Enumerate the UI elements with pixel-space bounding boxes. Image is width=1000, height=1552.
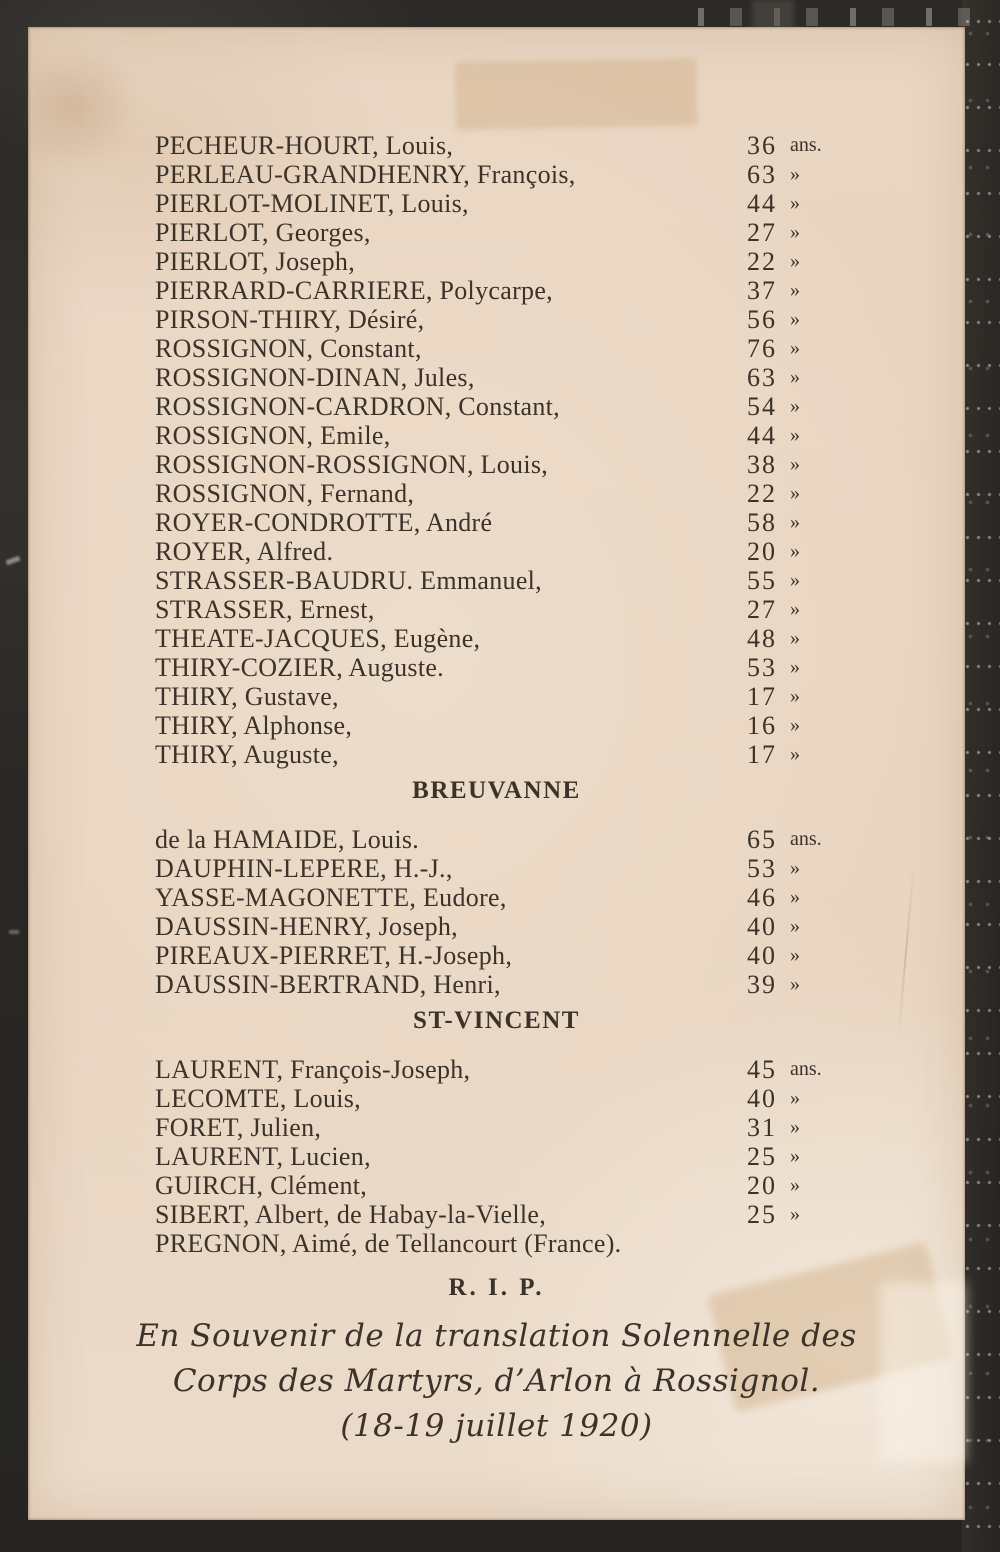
casualty-row	[28, 624, 965, 653]
casualty-name: THEATE-JACQUES, Eugène,	[155, 624, 481, 653]
casualty-age: 27	[747, 218, 777, 247]
casualty-row	[28, 276, 965, 305]
casualty-list	[28, 27, 965, 1258]
casualty-name: ROSSIGNON, Constant,	[155, 334, 422, 363]
casualty-row	[28, 740, 965, 769]
age-unit: »	[790, 511, 800, 533]
age-unit: »	[790, 308, 800, 330]
casualty-age: 17	[747, 740, 777, 769]
section-rows	[28, 1055, 965, 1258]
casualty-row	[28, 912, 965, 941]
age-unit: »	[790, 1145, 800, 1167]
casualty-row	[28, 854, 965, 883]
age-unit: »	[790, 915, 800, 937]
memorial-line: Corps des Martyrs, d’Arlon à Rossignol.	[172, 1363, 821, 1399]
casualty-row	[28, 218, 965, 247]
casualty-name: DAUSSIN-HENRY, Joseph,	[155, 912, 458, 941]
casualty-row	[28, 883, 965, 912]
casualty-age: 63	[747, 160, 777, 189]
casualty-row	[28, 363, 965, 392]
casualty-row	[28, 305, 965, 334]
age-unit: ans.	[790, 134, 822, 156]
casualty-name: DAUPHIN-LEPERE, H.-J.,	[155, 854, 453, 883]
name-section	[28, 1007, 965, 1258]
casualty-age: 44	[747, 421, 777, 450]
casualty-row	[28, 595, 965, 624]
rip-text: R. I. P.	[448, 1274, 545, 1301]
name-section	[28, 131, 965, 769]
name-section	[28, 777, 965, 999]
casualty-age: 31	[747, 1113, 777, 1142]
casualty-age: 56	[747, 305, 777, 334]
age-unit: »	[790, 685, 800, 707]
casualty-name: STRASSER, Ernest,	[155, 595, 375, 624]
age-unit	[777, 1229, 855, 1258]
casualty-row	[28, 1171, 965, 1200]
memorial-card	[28, 27, 965, 1520]
casualty-age: 37	[747, 276, 777, 305]
frame-scratches	[690, 8, 980, 26]
age-unit: »	[790, 192, 800, 214]
casualty-row	[28, 334, 965, 363]
casualty-row	[28, 421, 965, 450]
casualty-age: 20	[747, 1171, 777, 1200]
casualty-age: 65	[747, 825, 777, 854]
casualty-row	[28, 682, 965, 711]
age-unit: »	[790, 1087, 800, 1109]
frame-mark	[9, 930, 19, 934]
casualty-age: 48	[747, 624, 777, 653]
casualty-age: 55	[747, 566, 777, 595]
casualty-name: ROYER, Alfred.	[155, 537, 334, 566]
memorial-line: (18-19 juillet 1920)	[340, 1408, 653, 1444]
casualty-age: 54	[747, 392, 777, 421]
casualty-age: 20	[747, 537, 777, 566]
age-unit: »	[790, 424, 800, 446]
casualty-row	[28, 711, 965, 740]
casualty-name: THIRY, Alphonse,	[155, 711, 353, 740]
age-unit: »	[790, 598, 800, 620]
casualty-row	[28, 1084, 965, 1113]
age-unit: »	[790, 857, 800, 879]
section-rows	[28, 825, 965, 999]
casualty-name: GUIRCH, Clément,	[155, 1171, 368, 1200]
age-unit: »	[790, 395, 800, 417]
age-unit: ans.	[790, 1058, 822, 1080]
casualty-row	[28, 508, 965, 537]
casualty-name: de la HAMAIDE, Louis.	[155, 825, 420, 854]
age-unit: »	[790, 569, 800, 591]
casualty-age: 40	[747, 1084, 777, 1113]
casualty-name: STRASSER-BAUDRU. Emmanuel,	[155, 566, 542, 595]
age-unit: »	[790, 250, 800, 272]
casualty-age: 44	[747, 189, 777, 218]
casualty-name: LAURENT, Lucien,	[155, 1142, 371, 1171]
casualty-name: LECOMTE, Louis,	[155, 1084, 361, 1113]
casualty-name: PIRSON-THIRY, Désiré,	[155, 305, 425, 334]
casualty-name: PIERRARD-CARRIERE, Polycarpe,	[155, 276, 553, 305]
casualty-age: 27	[747, 595, 777, 624]
casualty-name: PREGNON, Aimé, de Tellancourt (France).	[155, 1229, 622, 1258]
age-unit: »	[790, 337, 800, 359]
casualty-age: 16	[747, 711, 777, 740]
casualty-age: 53	[747, 854, 777, 883]
frame-mark	[752, 0, 794, 30]
casualty-age: 25	[747, 1142, 777, 1171]
casualty-name: FORET, Julien,	[155, 1113, 322, 1142]
casualty-age: 40	[747, 941, 777, 970]
casualty-name: PIERLOT, Georges,	[155, 218, 371, 247]
casualty-row	[28, 537, 965, 566]
casualty-row	[28, 479, 965, 508]
casualty-age	[725, 1229, 777, 1258]
casualty-age: 45	[747, 1055, 777, 1084]
casualty-row	[28, 566, 965, 595]
casualty-age: 17	[747, 682, 777, 711]
casualty-name: ROYER-CONDROTTE, André	[155, 508, 493, 537]
casualty-name: ROSSIGNON, Emile,	[155, 421, 391, 450]
age-unit: »	[790, 973, 800, 995]
age-unit: »	[790, 453, 800, 475]
casualty-name: LAURENT, François-Joseph,	[155, 1055, 471, 1084]
age-unit: »	[790, 1203, 800, 1225]
casualty-row	[28, 1142, 965, 1171]
age-unit: ans.	[790, 828, 822, 850]
casualty-name: PECHEUR-HOURT, Louis,	[155, 131, 454, 160]
casualty-row	[28, 653, 965, 682]
casualty-age: 46	[747, 883, 777, 912]
casualty-name: ROSSIGNON-CARDRON, Constant,	[155, 392, 560, 421]
age-unit: »	[790, 540, 800, 562]
casualty-age: 40	[747, 912, 777, 941]
casualty-age: 36	[747, 131, 777, 160]
casualty-name: THIRY-COZIER, Auguste.	[155, 653, 444, 682]
age-unit: »	[790, 482, 800, 504]
casualty-age: 22	[747, 479, 777, 508]
casualty-name: PIERLOT-MOLINET, Louis,	[155, 189, 469, 218]
casualty-name: ROSSIGNON-DINAN, Jules,	[155, 363, 475, 392]
casualty-age: 76	[747, 334, 777, 363]
section-title: ST-VINCENT	[413, 1007, 580, 1034]
casualty-age: 53	[747, 653, 777, 682]
age-unit: »	[790, 366, 800, 388]
casualty-row	[28, 392, 965, 421]
casualty-age: 63	[747, 363, 777, 392]
frame-mark	[6, 556, 21, 565]
age-unit: »	[790, 656, 800, 678]
casualty-age: 38	[747, 450, 777, 479]
casualty-name: ROSSIGNON, Fernand,	[155, 479, 415, 508]
age-unit: »	[790, 743, 800, 765]
casualty-name: PIERLOT, Joseph,	[155, 247, 356, 276]
casualty-row	[28, 1055, 965, 1084]
casualty-name: THIRY, Auguste,	[155, 740, 339, 769]
casualty-row	[28, 1200, 965, 1229]
casualty-row	[28, 1229, 965, 1258]
memorial-inscription	[28, 1314, 965, 1449]
casualty-row	[28, 825, 965, 854]
casualty-age: 22	[747, 247, 777, 276]
casualty-row	[28, 1113, 965, 1142]
casualty-row	[28, 941, 965, 970]
age-unit: »	[790, 1116, 800, 1138]
casualty-row	[28, 131, 965, 160]
age-unit: »	[790, 944, 800, 966]
age-unit: »	[790, 627, 800, 649]
section-title: BREUVANNE	[412, 777, 581, 804]
memorial-line: En Souvenir de la translation Solennelle des	[136, 1318, 857, 1354]
section-rows	[28, 131, 965, 769]
age-unit: »	[790, 1174, 800, 1196]
age-unit: »	[790, 886, 800, 908]
age-unit: »	[790, 221, 800, 243]
casualty-row	[28, 247, 965, 276]
card-content	[28, 27, 965, 1520]
casualty-age: 58	[747, 508, 777, 537]
casualty-name: SIBERT, Albert, de Habay-la-Vielle,	[155, 1200, 547, 1229]
casualty-name: DAUSSIN-BERTRAND, Henri,	[155, 970, 501, 999]
album-edge-texture	[962, 0, 1000, 1552]
casualty-row	[28, 189, 965, 218]
casualty-row	[28, 160, 965, 189]
casualty-name: THIRY, Gustave,	[155, 682, 339, 711]
age-unit: »	[790, 279, 800, 301]
casualty-row	[28, 970, 965, 999]
casualty-name: PIREAUX-PIERRET, H.-Joseph,	[155, 941, 513, 970]
age-unit: »	[790, 714, 800, 736]
casualty-age: 25	[747, 1200, 777, 1229]
casualty-name: PERLEAU-GRANDHENRY, François,	[155, 160, 576, 189]
age-unit: »	[790, 163, 800, 185]
casualty-age: 39	[747, 970, 777, 999]
casualty-row	[28, 450, 965, 479]
casualty-name: ROSSIGNON-ROSSIGNON, Louis,	[155, 450, 549, 479]
casualty-name: YASSE-MAGONETTE, Eudore,	[155, 883, 507, 912]
